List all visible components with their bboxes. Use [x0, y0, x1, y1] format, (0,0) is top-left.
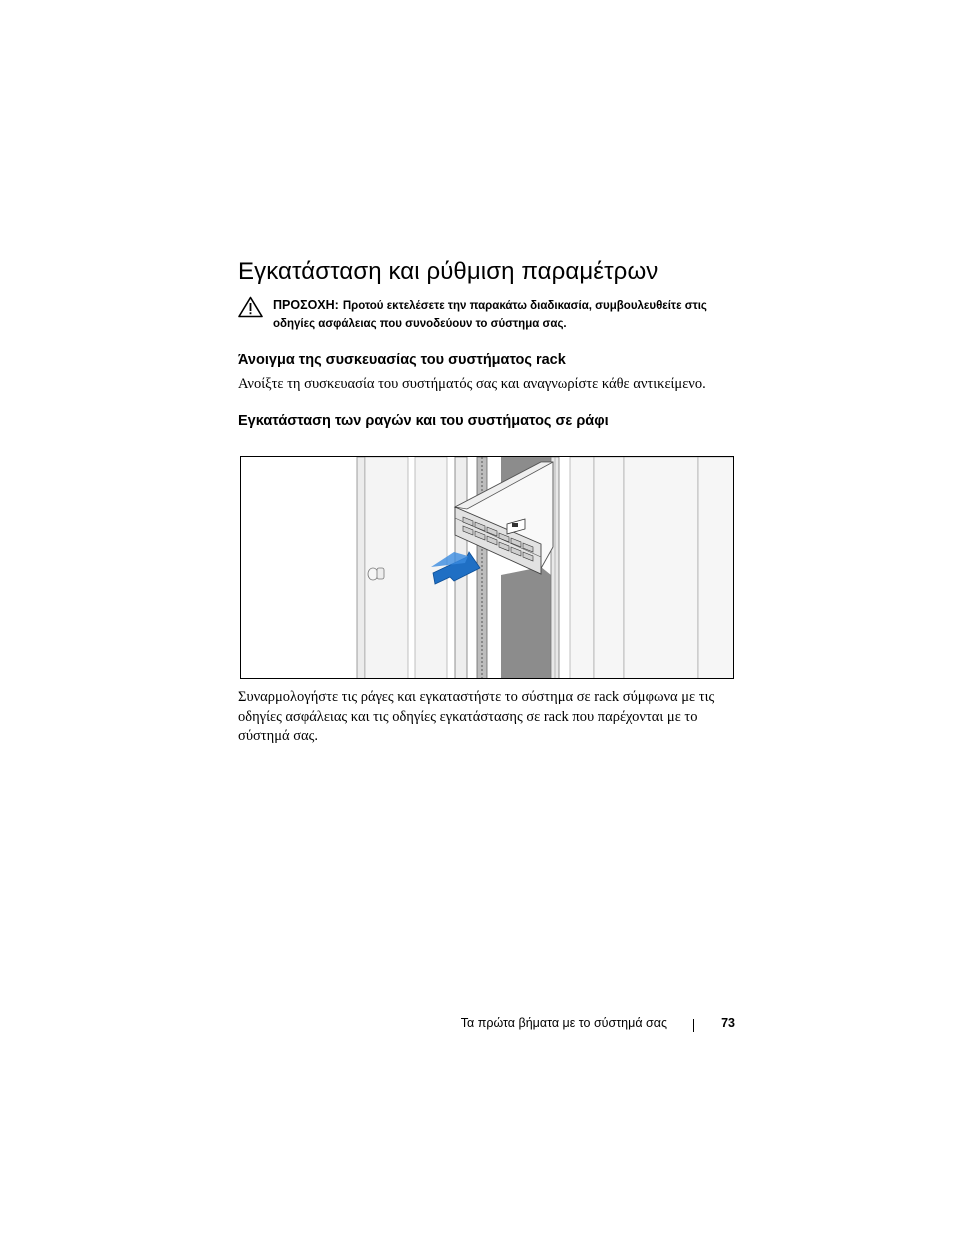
caution-message: Προτού εκτελέσετε την παρακάτω διαδικασία, συμβουλευθείτε στις οδηγίες ασφάλειας που συνοδεύουν το σύστημα σας. — [273, 300, 707, 330]
page-number: 73 — [721, 1016, 735, 1030]
footer-chapter-title: Τα πρώτα βήματα με το σύστημά σας — [460, 1016, 667, 1030]
caution-label: ΠΡΟΣΟΧΗ: — [273, 298, 339, 312]
section-body-unpack: Ανοίξτε τη συσκευασία του συστήματός σας και αναγνωρίστε κάθε αντικείμενο. — [238, 376, 706, 392]
caution-text-block — [273, 296, 743, 333]
section-heading-rack-install: Εγκατάσταση των ραγών και του συστήματος σε ράφι — [238, 413, 609, 429]
section-heading-unpack: Άνοιγμα της συσκευασίας του συστήματος rack — [238, 352, 566, 368]
rack-server-installation-illustration — [241, 457, 734, 679]
footer-separator — [693, 1019, 694, 1032]
page-title: Εγκατάσταση και ρύθμιση παραμέτρων — [238, 258, 659, 285]
rack-installation-figure — [240, 456, 734, 679]
section-body-rack-install: Συναρμολογήστε τις ράγες και εγκαταστήστε το σύστημα σε rack σύμφωνα με τις οδηγίες ασφάλειας και τις οδηγίες εγκατάστασης σε rack που παρέχονται με το σύστημά σας. — [238, 689, 715, 744]
warning-triangle-icon — [238, 296, 263, 318]
page-footer — [238, 1016, 735, 1036]
door-handle-icon — [368, 568, 384, 580]
